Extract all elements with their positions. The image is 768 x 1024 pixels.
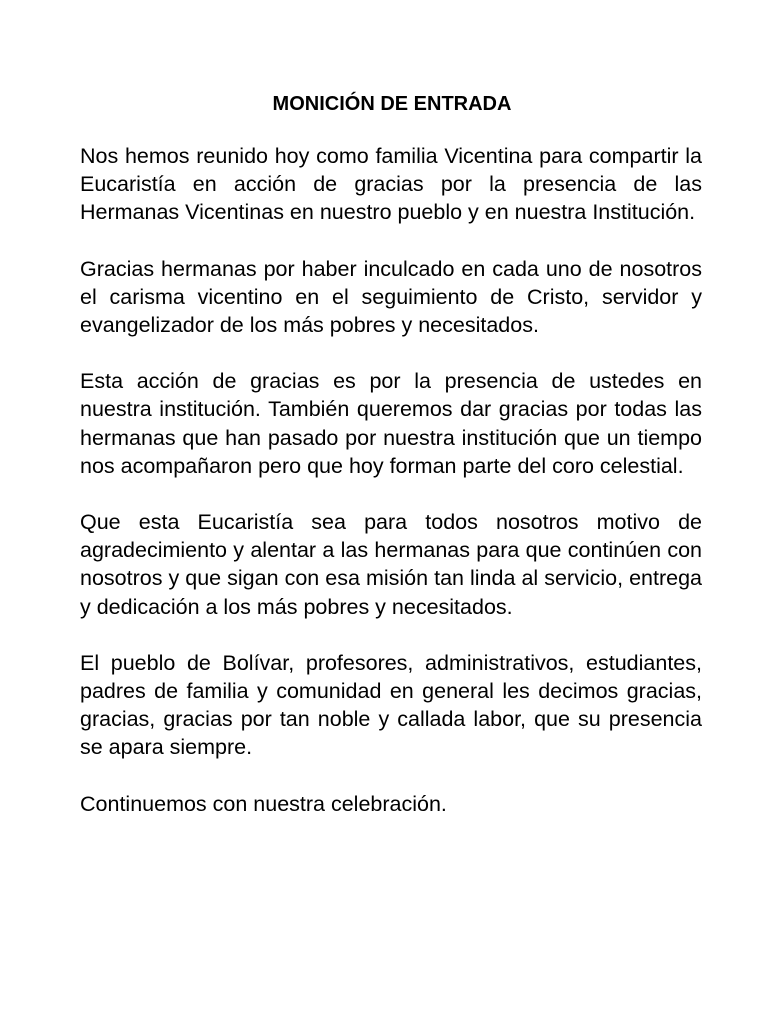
paragraph-thanksgiving: Esta acción de gracias es por la presencia de ustedes en nuestra institución. También queremos dar gracias por todas las hermanas que han pasado por nuestra institución que un tiempo nos acompañaron pero que hoy forman parte del coro celestial. [80, 369, 702, 478]
paragraph-welcome: Nos hemos reunido hoy como familia Vicentina para compartir la Eucaristía en acción de gracias por la presencia de las Hermanas Vicentinas en nuestro pueblo y en nuestra Institución. [80, 144, 702, 225]
document-page [80, 90, 702, 846]
paragraph-bolivar: El pueblo de Bolívar, profesores, administrativos, estudiantes, padres de familia y comunidad en general les decimos gracias, gracias, gracias por tan noble y callada labor, que su presencia se apara siempre. [80, 650, 702, 760]
paragraph-continue: Continuemos con nuestra celebración. [80, 791, 447, 816]
document-title: MONICIÓN DE ENTRADA [272, 93, 512, 115]
paragraph-thanks-sisters: Gracias hermanas por haber inculcado en cada uno de nosotros el carisma vicentino en el seguimiento de Cristo, servidor y evangelizador de los más pobres y necesitados. [80, 256, 702, 338]
paragraph-eucharist: Que esta Eucaristía sea para todos nosotros motivo de agradecimiento y alentar a las hermanas para que continúen con nosotros y que sigan con esa misión tan linda al servicio, entrega y dedicación a los más pobres y necesitados. [80, 510, 702, 619]
